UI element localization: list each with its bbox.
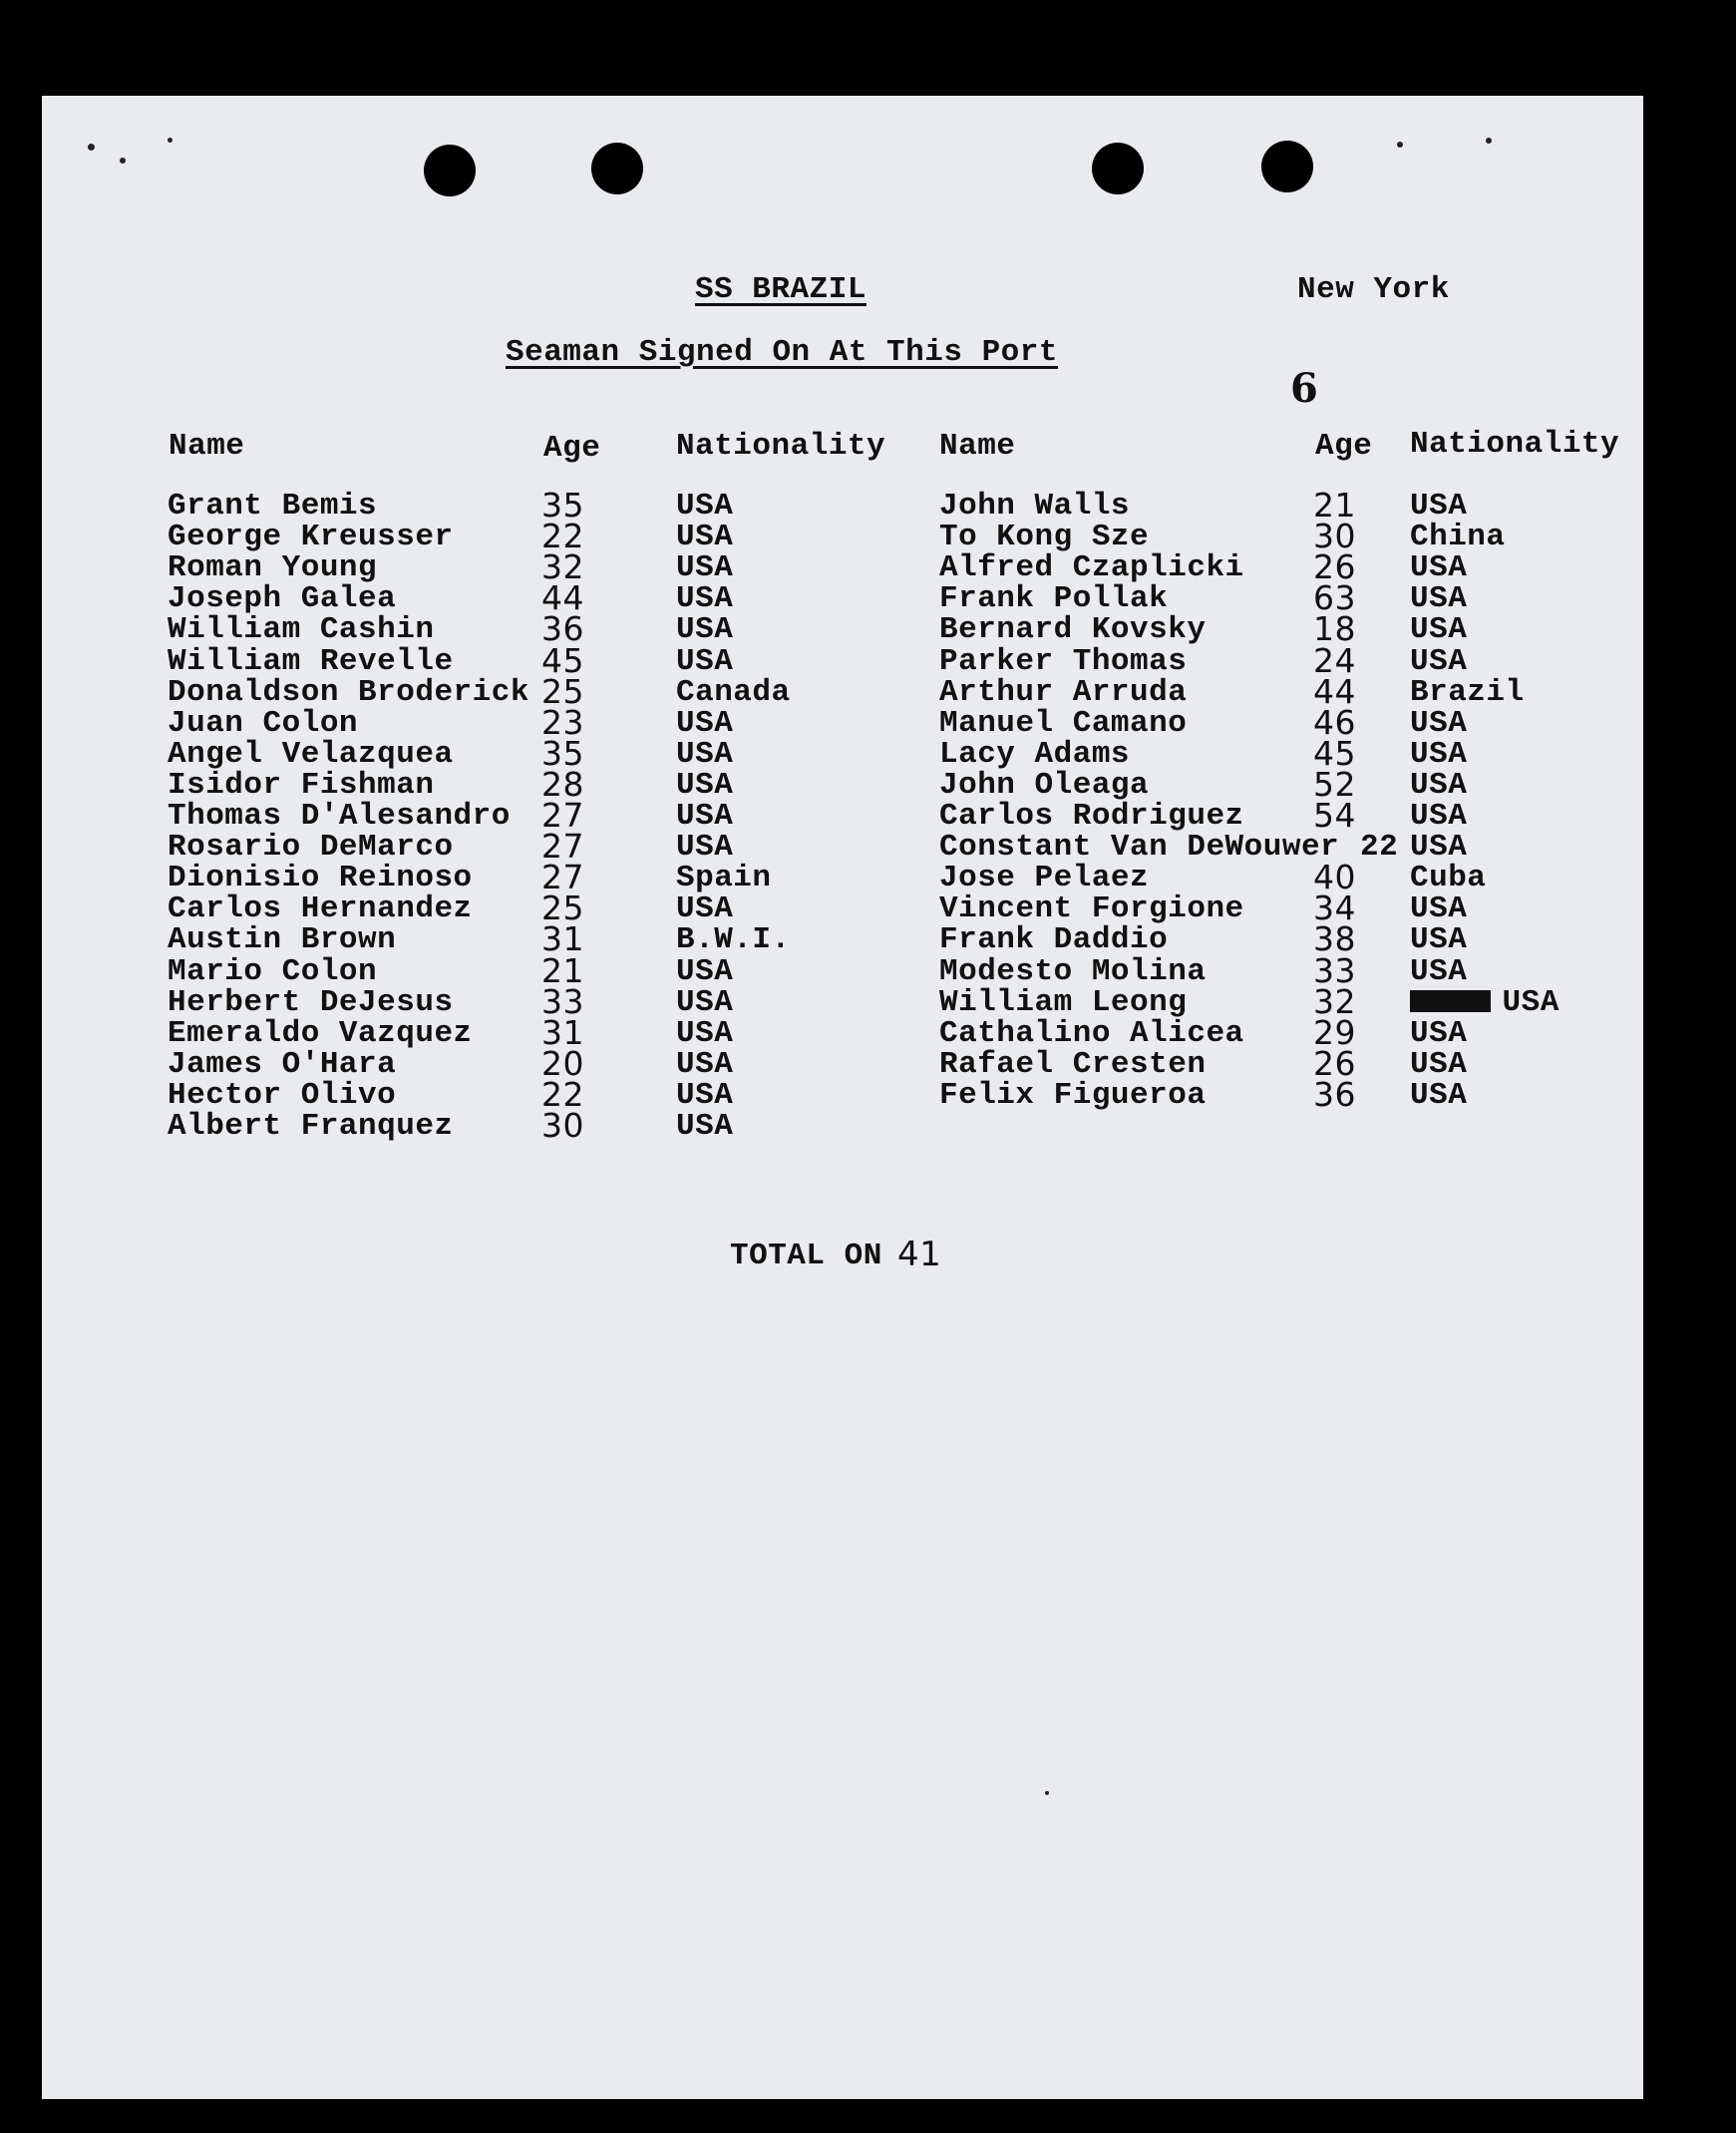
- right-row-name: Manuel Camano: [939, 705, 1188, 741]
- left-row-age: 31: [541, 1012, 584, 1052]
- left-row-nationality: USA: [676, 891, 734, 927]
- right-row-nationality: USA: [1410, 581, 1468, 617]
- right-row-age: 30: [1313, 517, 1356, 556]
- left-row-nationality: USA: [676, 736, 734, 772]
- right-row-nationality: USA: [1410, 953, 1468, 989]
- right-row-name: Bernard Kovsky: [939, 612, 1207, 648]
- left-row-age: 33: [541, 981, 584, 1021]
- left-row-age: 44: [541, 578, 584, 618]
- right-row-age: 29: [1313, 1012, 1356, 1052]
- left-row-age: 22: [541, 1074, 584, 1114]
- left-row-name: Herbert DeJesus: [168, 984, 454, 1020]
- right-row-name: John Oleaga: [939, 767, 1150, 803]
- right-row-name: Felix Figueroa: [939, 1077, 1207, 1113]
- right-row-age: 45: [1313, 733, 1356, 773]
- left-row-age: 27: [541, 827, 584, 867]
- left-row-name: Carlos Hernandez: [168, 891, 473, 927]
- left-row-age: 21: [541, 950, 584, 990]
- right-row-name: Constant Van DeWouwer: [939, 830, 1340, 866]
- right-row-nationality: USA: [1410, 799, 1468, 834]
- left-row-nationality: USA: [676, 1077, 734, 1113]
- punch-hole: [424, 145, 476, 196]
- right-row-age: 33: [1313, 950, 1356, 990]
- right-row-name: Lacy Adams: [939, 736, 1131, 772]
- speck: [1397, 142, 1403, 148]
- left-row-age: 25: [541, 889, 584, 928]
- right-row-nationality: USA: [1410, 767, 1468, 803]
- left-row-nationality: USA: [676, 984, 734, 1020]
- right-row-age: 24: [1313, 640, 1356, 680]
- left-row-name: Juan Colon: [168, 705, 359, 741]
- right-row-age: 32: [1313, 981, 1356, 1021]
- left-row-name: Roman Young: [168, 550, 378, 586]
- left-row-age: 20: [541, 1043, 584, 1083]
- right-row-nationality: USA: [1410, 830, 1468, 866]
- left-header-nationality: Nationality: [676, 429, 886, 464]
- left-row-name: Dionisio Reinoso: [168, 861, 473, 896]
- right-row-nationality: USA: [1410, 1077, 1468, 1113]
- left-row-age: 22: [541, 517, 584, 556]
- right-row-age: 44: [1313, 671, 1356, 711]
- left-row-nationality: USA: [676, 1109, 734, 1144]
- left-row-nationality: USA: [676, 520, 734, 555]
- right-header-age: Age: [1315, 429, 1373, 464]
- right-row-nationality-text: USA: [1502, 984, 1560, 1020]
- right-row-nationality: China: [1410, 520, 1506, 555]
- right-row-nationality: USA: [1410, 1046, 1468, 1082]
- speck: [88, 144, 95, 151]
- right-row-name: Modesto Molina: [939, 953, 1207, 989]
- right-row-nationality: USA: [1410, 550, 1468, 586]
- right-row-nationality: USA: [1410, 922, 1468, 958]
- left-row-name: Angel Velazquea: [168, 736, 454, 772]
- right-row-nationality: USA: [1410, 736, 1468, 772]
- left-row-nationality: USA: [676, 767, 734, 803]
- right-row-name: To Kong Sze: [939, 520, 1150, 555]
- right-row-age: 21: [1313, 486, 1356, 525]
- right-row-nationality: USA: [1410, 891, 1468, 927]
- right-row-nationality: USA: [1410, 643, 1468, 679]
- left-row-name: Hector Olivo: [168, 1077, 397, 1113]
- left-row-nationality: USA: [676, 612, 734, 648]
- right-row-age: 36: [1313, 1074, 1356, 1114]
- left-row-age: 27: [541, 796, 584, 835]
- left-row-name: William Cashin: [168, 612, 435, 648]
- right-row-age: 38: [1313, 919, 1356, 959]
- left-row-nationality: USA: [676, 953, 734, 989]
- left-row-age: 35: [541, 733, 584, 773]
- right-row-age: 34: [1313, 889, 1356, 928]
- speck: [1045, 1791, 1049, 1795]
- right-row-name: William Leong: [939, 984, 1188, 1020]
- left-row-name: William Revelle: [168, 643, 454, 679]
- left-row-name: Isidor Fishman: [168, 767, 435, 803]
- right-row-nationality: USA: [1410, 612, 1468, 648]
- left-row-age: 23: [541, 702, 584, 742]
- right-row-name: Frank Daddio: [939, 922, 1169, 958]
- right-row-age: 26: [1313, 1043, 1356, 1083]
- left-row-age: 28: [541, 764, 584, 804]
- right-row-name: Vincent Forgione: [939, 891, 1244, 927]
- right-row-age: 18: [1313, 609, 1356, 649]
- left-row-nationality: USA: [676, 705, 734, 741]
- right-row-name: Arthur Arruda: [939, 674, 1188, 710]
- left-row-age: 32: [541, 547, 584, 587]
- left-row-name: Donaldson Broderick: [168, 674, 529, 710]
- left-row-name: Albert Franquez: [168, 1109, 454, 1144]
- left-row-name: George Kreusser: [168, 520, 454, 555]
- left-row-age: 31: [541, 919, 584, 959]
- left-row-name: James O'Hara: [168, 1046, 397, 1082]
- total-value: 41: [897, 1235, 942, 1274]
- total-label: TOTAL ON: [730, 1239, 882, 1273]
- right-row-age: 26: [1313, 547, 1356, 587]
- right-row-nationality: Cuba: [1410, 861, 1487, 896]
- left-header-name: Name: [169, 429, 245, 464]
- speck: [168, 138, 173, 143]
- left-row-nationality: USA: [676, 550, 734, 586]
- ship-title: SS BRAZIL: [695, 272, 867, 307]
- punch-hole: [1261, 141, 1313, 192]
- punch-hole: [591, 143, 643, 194]
- left-row-age: 45: [541, 640, 584, 680]
- left-row-name: Rosario DeMarco: [168, 830, 454, 866]
- left-row-age: 30: [541, 1106, 584, 1145]
- right-row-name: Alfred Czaplicki: [939, 550, 1244, 586]
- right-row-nationality: Brazil: [1410, 674, 1525, 710]
- right-row-nationality: USA: [1410, 489, 1468, 524]
- left-row-nationality: USA: [676, 1046, 734, 1082]
- right-row-name: Jose Pelaez: [939, 861, 1150, 896]
- left-row-nationality: USA: [676, 581, 734, 617]
- page-number: 6: [1290, 365, 1318, 412]
- document-subtitle: Seaman Signed On At This Port: [506, 335, 1058, 370]
- right-row-name: Rafael Cresten: [939, 1046, 1207, 1082]
- right-header-nationality: Nationality: [1410, 427, 1620, 462]
- right-row-name: John Walls: [939, 489, 1131, 524]
- left-row-nationality: USA: [676, 830, 734, 866]
- right-row-nationality: [1410, 985, 1560, 1020]
- right-row-name: Carlos Rodriguez: [939, 799, 1244, 834]
- left-row-age: 36: [541, 609, 584, 649]
- left-row-nationality: USA: [676, 489, 734, 524]
- punch-hole: [1092, 143, 1144, 194]
- right-row-nationality: USA: [1410, 705, 1468, 741]
- left-row-nationality: USA: [676, 643, 734, 679]
- port-name: New York: [1297, 272, 1450, 307]
- right-row-age: 46: [1313, 702, 1356, 742]
- right-row-age: 63: [1313, 578, 1356, 618]
- left-row-name: Grant Bemis: [168, 489, 378, 524]
- left-header-age: Age: [543, 431, 601, 466]
- right-row-age: 52: [1313, 764, 1356, 804]
- right-row-age: 22: [1360, 830, 1399, 866]
- left-row-nationality: Canada: [676, 674, 791, 710]
- struck-out-text: XXXXX: [1410, 986, 1491, 1017]
- speck: [120, 158, 126, 164]
- left-row-age: 35: [541, 486, 584, 525]
- right-row-name: Cathalino Alicea: [939, 1015, 1244, 1051]
- speck: [1486, 138, 1492, 144]
- right-row-age: 54: [1313, 796, 1356, 835]
- left-row-age: 25: [541, 671, 584, 711]
- left-row-name: Mario Colon: [168, 953, 378, 989]
- right-header-name: Name: [939, 429, 1016, 464]
- left-row-name: Thomas D'Alesandro: [168, 799, 511, 834]
- left-row-nationality: USA: [676, 1015, 734, 1051]
- left-row-nationality: Spain: [676, 861, 772, 896]
- right-row-nationality: USA: [1410, 1015, 1468, 1051]
- right-row-age: 40: [1313, 858, 1356, 897]
- right-row-name: Parker Thomas: [939, 643, 1188, 679]
- left-row-name: Joseph Galea: [168, 581, 397, 617]
- left-row-age: 27: [541, 858, 584, 897]
- left-row-nationality: B.W.I.: [676, 922, 791, 958]
- left-row-name: Emeraldo Vazquez: [168, 1015, 473, 1051]
- left-row-name: Austin Brown: [168, 922, 397, 958]
- left-row-nationality: USA: [676, 799, 734, 834]
- right-row-name: Frank Pollak: [939, 581, 1169, 617]
